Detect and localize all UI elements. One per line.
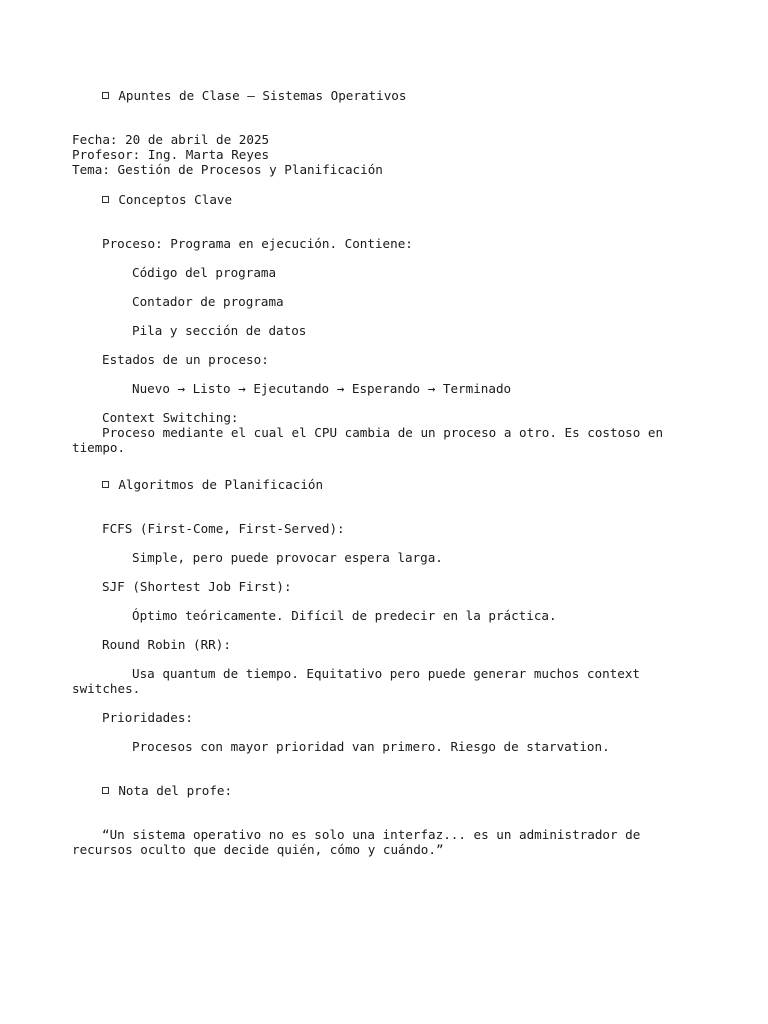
- fcfs-label: FCFS (First-Come, First-Served):: [102, 521, 345, 536]
- sjf-text: Óptimo teóricamente. Difícil de predecir en la práctica.: [132, 608, 557, 623]
- nota-quote: “Un sistema operativo no es solo una interfaz... es un administrador de recursos oculto que decide quién, cómo y cuándo.”: [72, 827, 648, 857]
- proceso-item: Contador de programa: [132, 294, 284, 309]
- meta-profesor: Profesor: Ing. Marta Reyes: [72, 147, 270, 162]
- proceso-item: Pila y sección de datos: [132, 323, 307, 338]
- square-bullet-icon: [102, 787, 109, 794]
- nota-heading-line: [72, 768, 704, 813]
- square-bullet-icon: [102, 481, 109, 488]
- meta-fecha: Fecha: 20 de abril de 2025: [72, 132, 270, 147]
- prioridades-label: Prioridades:: [102, 710, 193, 725]
- context-switching-text: Proceso mediante el cual el CPU cambia de un proceso a otro. Es costoso en tiempo.: [72, 425, 671, 455]
- algoritmos-heading: Algoritmos de Planificación: [118, 477, 324, 492]
- square-bullet-icon: [102, 92, 109, 99]
- estados-sequence: Nuevo → Listo → Ejecutando → Esperando → Terminado: [132, 381, 512, 396]
- fcfs-text: Simple, pero puede provocar espera larga.: [132, 550, 443, 565]
- context-switching-label: Context Switching:: [102, 410, 239, 425]
- document-title-line: [72, 73, 704, 118]
- conceptos-heading-line: [72, 177, 704, 222]
- document-title: Apuntes de Clase – Sistemas Operativos: [118, 88, 407, 103]
- proceso-definition: Proceso: Programa en ejecución. Contiene:: [102, 236, 413, 251]
- rr-label: Round Robin (RR):: [102, 637, 231, 652]
- rr-text: Usa quantum de tiempo. Equitativo pero puede generar muchos context switches.: [72, 666, 648, 696]
- algoritmos-heading-line: [72, 462, 704, 507]
- nota-heading: Nota del profe:: [118, 783, 233, 798]
- conceptos-heading: Conceptos Clave: [118, 192, 233, 207]
- sjf-label: SJF (Shortest Job First):: [102, 579, 292, 594]
- estados-label: Estados de un proceso:: [102, 352, 269, 367]
- meta-tema: Tema: Gestión de Procesos y Planificación: [72, 162, 383, 177]
- square-bullet-icon: [102, 196, 109, 203]
- prioridades-text: Procesos con mayor prioridad van primero. Riesgo de starvation.: [132, 739, 610, 754]
- proceso-item: Código del programa: [132, 265, 277, 280]
